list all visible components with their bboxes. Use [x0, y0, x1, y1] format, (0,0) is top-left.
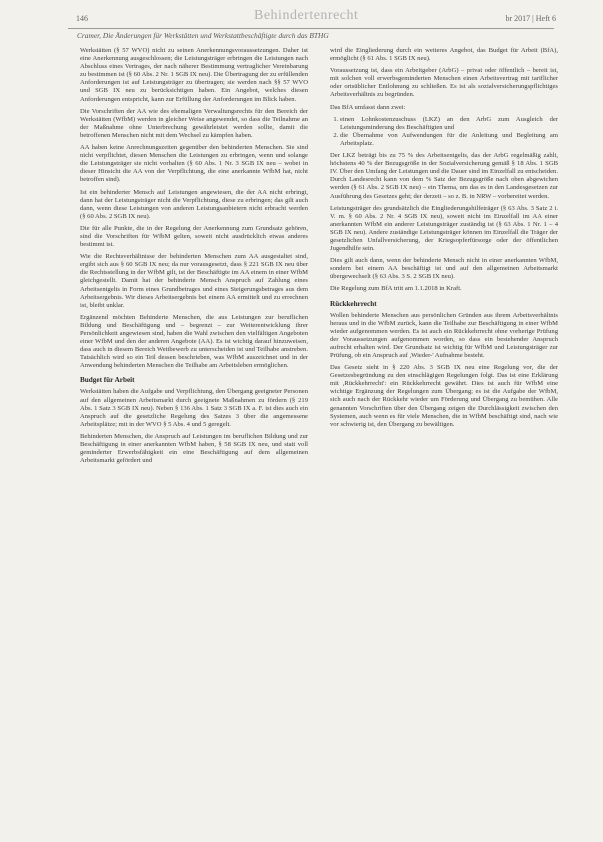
paragraph: Das Gesetz sieht in § 220 Abs. 3 SGB IX neu eine Regelung vor, die der Gesetzesbegründung zu den einschlägigen Regelungen folgt. Das ist eine Erklärung mit ,Rückkehrrecht': ein Rückkehrrecht gewährt. Dies ist auch für WfbM eine wichtige Ergänzung der Regelungen zum Übergang; es ist die Aufgabe der WfbM, sich auch nach der Rückkehr wieder um Förderung und Übergang zu bemühen. Alle genannten Vorschriften über den Übergang zeigen die Durchlässigkeit zwischen den Systemen, auch wenn es für viele Menschen, die in WfbM beschäftigt sind, nach wie vor schwierig ist, den Übergang zu bewältigen. [330, 364, 558, 428]
list-item: 1. einen Lohnkostenzuschuss (LKZ) an den ArbG zum Ausgleich der Leistungsminderung des Beschäftigten und [340, 116, 558, 132]
paragraph: Das BfA umfasst dann zwei: [330, 103, 406, 111]
paragraph: Die für alle Punkte, die in der Regelung der Anerkennung zum Grundsatz gehören, sind die Vorschriften für WfbM gelten, soweit nicht ausdrücklich etwas anderes bestimmt ist. [80, 224, 308, 249]
paragraph: Dies gilt auch dann, wenn der behinderte Mensch nicht in einer anerkannten WfbM, sondern bei einem AA beschäftigt ist und auf den allgemeinen Arbeitsmarkt übergewechselt (§ 63 Abs. 3 S. 2 SGB IX neu). [330, 257, 558, 281]
article-running-title: Cramer, Die Änderungen für Werkstätten und Werkstattbeschäftigte durch das BTHG [77, 31, 329, 40]
paragraph: wird die Eingliederung durch ein weiteres Angebot, das Budget für Arbeit (BfA), ermöglicht (§ 61 Abs. 1 SGB IX neu). [330, 47, 558, 63]
header-rule [68, 28, 554, 29]
page-header [68, 8, 556, 24]
section-heading: Budget für Arbeit [80, 376, 135, 385]
numbered-list [330, 116, 558, 148]
paragraph: Werkstätten (§ 57 WVO) nicht zu seinen Anerkennungsvoraussetzungen. Daher ist eine Anerkennung ausgeschlossen; die Leistungsträger erbringen die Leistungen nach Abschluss eines Vertrages, der nach näherer Bestimmung vertraglicher Vereinbarung zu bestimmen ist (§ 60 Abs. 2 Nr. 1 SGB IX neu). Die Übertragung der zu erfüllenden Anforderungen ist auf Leistungsträger zu übertragen; sie werden nach §§ 57 WVO und SGB IX neu zu berücksichtigen haben. Ein Angebot, welches diesen Anforderungen entspricht, kann zur Erfüllung der Anforderungen im Blick haben. [80, 47, 308, 103]
list-item: 2. die Übernahme von Aufwendungen für die Anleitung und Begleitung am Arbeitsplatz. [340, 132, 558, 148]
paragraph: Wie die Rechtsverhältnisse der behinderten Menschen zum AA ausgestaltet sind, ergibt sich aus § 60 SGB IX neu; da nur vorausgesetzt, dass § 221 SGB IX neu über die Rechtsstellung in der WfbM gilt, ist der Beschäftigte im AA einem in einer WfbM gleichgestellt. Damit hat der behinderte Mensch Anspruch auf Zahlung eines Arbeitsentgelts in Form eines Grundbetrages und eines Steigerungsbetrages aus dem Arbeitsergebnis. Wir dieses Arbeitsergebnis bei einem AA ermittelt und zu errechnen ist, bleibt unklar. [80, 253, 308, 309]
paragraph: Werkstätten haben die Aufgabe und Verpflichtung, den Übergang geeigneter Personen auf den allgemeinen Arbeitsmarkt durch geeignete Maßnahmen zu fördern (§ 219 Abs. 1 Satz 3 SGB IX neu). Neben § 136 Abs. 1 Satz 3 SGB IX a. F. ist dies auch ein Anspruch auf die gesetzliche Regelung des Satzes 3 über die angemessene Arbeitsplätze; mit in der WVO § 5 Abs. 4 und 5 geregelt. [80, 388, 308, 428]
paragraph: Die Regelung zum BfA tritt am 1.1.2018 in Kraft. [330, 285, 462, 293]
section-heading: Rückkehrrecht [330, 299, 377, 308]
paragraph: Ergänzend möchten Behinderte Menschen, die aus Leistungen zur beruflichen Bildung und Beschäftigung und – begrenzt – zur Weiterentwicklung ihrer Persönlichkeit angewiesen sind, haben die Wahl zwischen den vielfältigen Angeboten einer WfbM und den der anderen Angebote (AA). Es ist wichtig darauf hinzuweisen, dass auch in diesem Bereich Wettbewerb zu unterscheiden ist und Teilhabe anstreben. Tatsächlich wird so ein Teil dessen beschrieben, was WfbM auszeichnet und in der Anwendung behinderten Menschen die Teilhabe am Arbeitsleben ermöglichen. [80, 313, 308, 370]
paragraph: Behinderten Menschen, die Anspruch auf Leistungen im beruflichen Bildung und zur Beschäftigung in einer anerkannten WfbM haben, § 58 SGB IX neu, und statt voll geminderter Erwerbsfähigkeit ein eine Beschäftigung auf dem allgemeinen Arbeitsmarkt gefördert und [80, 432, 308, 465]
paragraph: Wollen behinderte Menschen aus persönlichen Gründen aus ihrem Arbeitsverhältnis heraus und in die WfbM zurück, kann die Teilhabe zur Beschäftigung in einer WfbM wieder aufgenommen werden. Es ist auch ein Rückkehrrecht ohne vorherige Prüfung der Voraussetzungen aufgenommen worden, so dass ein bestehender Anspruch aufrecht erhalten wird. Der Grundsatz ist wichtig für WfbM und Leistungsträger zur Prüfung, ob ein Anspruch auf ,Wieder-' Aufnahme besteht. [330, 311, 558, 359]
paragraph: Ist ein behinderter Mensch auf Leistungen angewiesen, die der AA nicht erbringt, dann hat der Leistungsträger nicht die Verpflichtung, diese zu erbringen; das gilt auch dann, wenn diese Leistungen von anderen Leistungsanbietern nicht erbracht werden (§ 60 Abs. 2 SGB IX neu). [80, 188, 308, 220]
paragraph: Voraussetzung ist, dass ein Arbeitgeber (ArbG) – privat oder öffentlich – bereit ist, mit solchen voll erwerbsgeminderten Menschen einen Arbeitsvertrag mit tariflicher oder ortsüblicher Entlohnung zu schließen. Es ist als sozialversicherungspflichtiges Arbeitsverhältnis zu begründen. [330, 67, 558, 99]
left-column [80, 47, 308, 469]
page-number: 146 [76, 14, 88, 23]
paragraph: AA haben keine Anrechnungszeiten gegenüber den behinderten Menschen. Sie sind nicht verpflichtet, diesen Menschen die Leistungen zu erbringen, wenn und solange die Leistungsträger sie nicht vorhalten (§ 60 Abs. 1 Nr. 3 SGB IX neu – wobei in dieser Hinsicht die AA von der Verpflichtung, die eine anerkannte WfbM hat, nicht betroffen sind). [80, 144, 308, 184]
journal-title: Behindertenrecht [254, 8, 359, 23]
paragraph: Die Vorschriften der AA wie des ehemaligen Verwaltungsrechts für den Bereich der Werkstätten (WfbM) werden in gleicher Weise angewendet, so dass die Teilnahme an der Maßnahme ohne Unterbrechung gewährleistet werden sollte, damit die betroffenen Menschen nicht mit dem Wechsel zu kämpfen haben. [80, 107, 308, 139]
issue-label: br 2017 | Heft 6 [505, 14, 556, 23]
paragraph: Der LKZ beträgt bis zu 75 % des Arbeitsentgelts, das der ArbG regelmäßig zahlt, höchstens 40 % der Bezugsgröße in der Sozialversicherung gemäß § 18 Abs. 1 SGB IV. Über den Umfang der Leistungen und die Dauer sind im Einzelfall zu entscheiden. Durch Landesrecht kann von dem % Satz der Bezugsgröße nach oben abgewichen werden (§ 61 Abs. 2 SGB IX neu) – ein Thema, um das es in den Landesgesetzen zur Ausführung des Gesetzes geht; der derzeit – so z. B. in NRW – vorbereitet werden. [330, 152, 558, 200]
right-column [330, 47, 558, 433]
paragraph: Leistungsträger des grundsätzlich die Eingliederungshilfeträger (§ 63 Abs. 3 Satz 2 i. V. m. § 60 Abs. 2 Nr. 4 SGB IX neu), soweit nicht im Einzelfall im AA einer anerkannten WfbM ein anderer Leistungsträger zuständig ist (§ 63 Abs. 1 Nr. 1 – 4 SGB IX neu). Andere zuständige Leistungsträger können im Einzelfall die Träger der gesetzlichen Unfallversicherung, der Kriegsopferfürsorge oder der öffentlichen Jugendhilfe sein. [330, 204, 558, 253]
